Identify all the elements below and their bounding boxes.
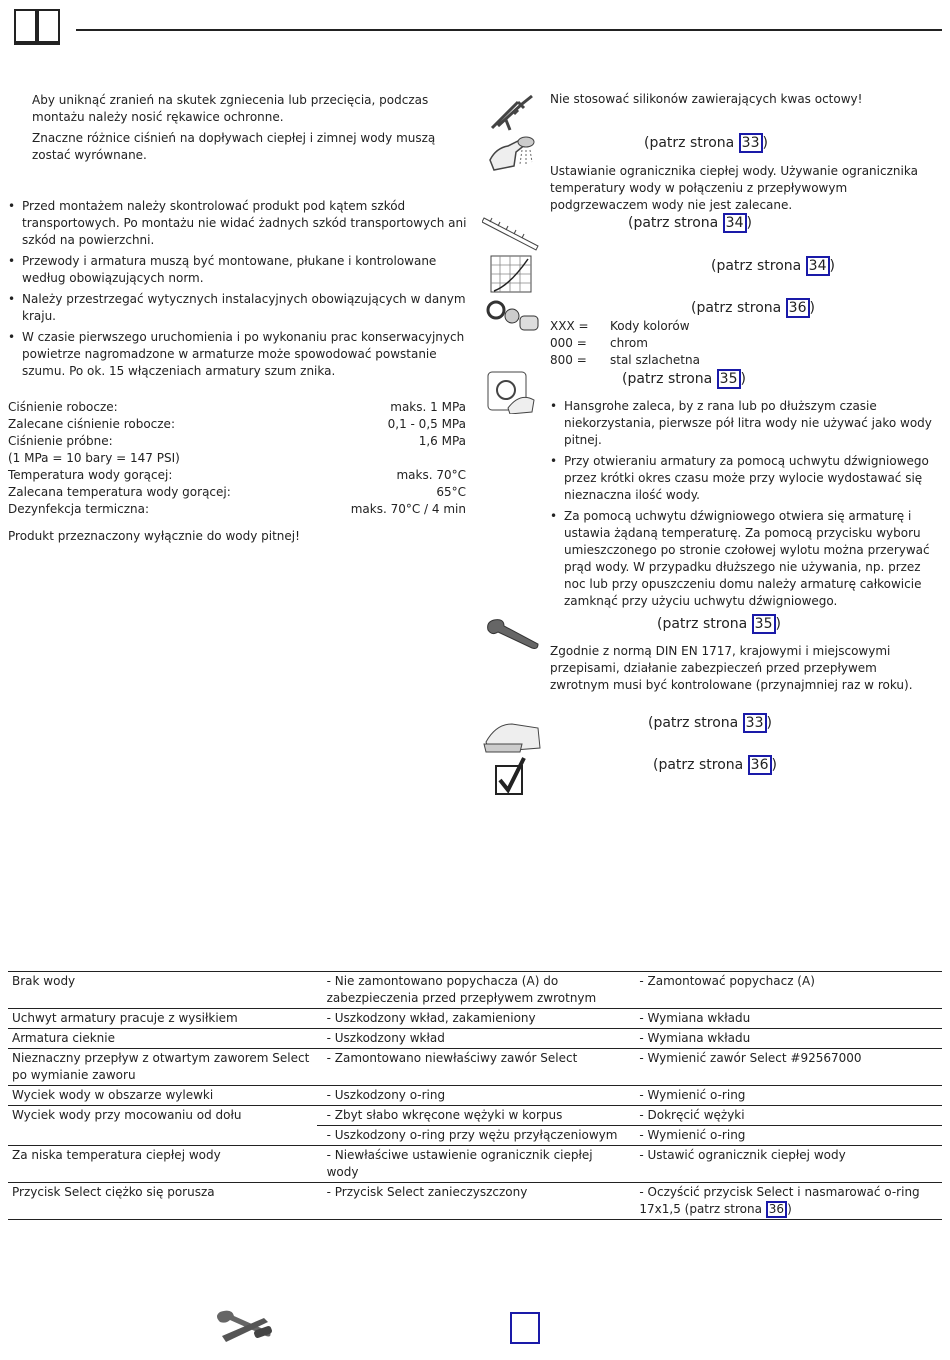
list-item: • Przed montażem należy skontrolować produkt pod kątem szkód transportowych. Po montażu nie widać żadnych szkód transportowych ani szkód na powierzchni. bbox=[8, 198, 468, 249]
page-ref-34-a: (patrz strona 34 ) bbox=[628, 215, 752, 231]
list-item: • W czasie pierwszego uruchomienia i po wykonaniu prac konserwacyjnych powietrze nagromadzone w armaturze może spowodować powstanie szumu. Po ok. 15 włączeniach armatury szum znika. bbox=[8, 329, 468, 380]
table-row: Brak wody - Nie zamontowano popychacza (A) do zabezpieczenia przed przepływem zwrotnym - Zamontować popychacz (A) bbox=[8, 972, 942, 1009]
tools-icon bbox=[214, 1306, 276, 1349]
page-ref-33-b: (patrz strona 33 ) bbox=[648, 715, 772, 731]
spec-row: Dezynfekcja termiczna: maks. 70°C / 4 min bbox=[8, 502, 466, 516]
hand-operation-icon bbox=[486, 370, 538, 417]
blank-square-box bbox=[510, 1312, 540, 1344]
spec-row: Zalecane ciśnienie robocze: 0,1 - 0,5 MPa bbox=[8, 417, 466, 431]
list-item: • Hansgrohe zaleca, by z rana lub po dłuższym czasie niekorzystania, pierwsze pół litra wody nie używać jako wody pitnej. bbox=[550, 398, 938, 449]
flow-diagram-icon bbox=[490, 255, 534, 298]
table-row: Nieznaczny przepływ z otwartym zaworem Select po wymianie zaworu - Zamontowano niewłaściwy zawór Select - Wymienić zawór Select #92567000 bbox=[8, 1049, 942, 1086]
troubleshooting-table bbox=[8, 971, 942, 1220]
silicone-gun-icon bbox=[488, 90, 538, 135]
list-item: • Za pomocą uchwytu dźwigniowego otwiera się armaturę i ustawia żądaną temperaturę. Za pomocą przycisku wyboru umieszczonego po stronie czołowej wylotu można przerywać prąd wody. W przypadku dłuższego nie używania, np. przez noc lub przy opuszczeniu domu należy armaturę całkowicie zamknąć przy użyciu uchwytu dźwigniowego. bbox=[550, 508, 938, 610]
maintenance-text: Zgodnie z normą DIN EN 1717, krajowymi i miejscowymi przepisami, działanie zabezpieczeń przed przepływem zwrotnym musi być kontrolowane (przynajmniej raz w roku). bbox=[550, 644, 913, 692]
table-row: Wyciek wody przy mocowaniu od dołu - Zbyt słabo wkręcone wężyki w korpus - Dokręcić wężyki bbox=[8, 1106, 942, 1126]
limiter-text: Ustawianie ogranicznika ciepłej wody. Używanie ogranicznika temperatury wody w połączeniu z przepływowym podgrzewaczem wody nie jest zalecane. bbox=[550, 164, 918, 212]
usage-list bbox=[550, 398, 938, 614]
table-row: Uchwyt armatury pracuje z wysiłkiem - Uszkodzony wkład, zakamieniony - Wymiana wkładu bbox=[8, 1009, 942, 1029]
list-item: • Przy otwieraniu armatury za pomocą uchwytu dźwigniowego przez krótki okres czasu może przy wylocie wydostawać się nieznaczna ilość wody. bbox=[550, 453, 938, 504]
hand-shower-icon bbox=[486, 130, 540, 179]
wrench-icon bbox=[484, 614, 542, 657]
spec-table bbox=[8, 399, 466, 518]
page-ref-33-a: (patrz strona 33 ) bbox=[644, 135, 768, 151]
table-row: Za niska temperatura ciepłej wody - Niewłaściwe ustawienie ogranicznik ciepłej wody - Ustawić ogranicznik ciepłej wody bbox=[8, 1146, 942, 1183]
header-rule bbox=[76, 29, 942, 31]
page-ref-36-b: (patrz strona 36 ) bbox=[653, 757, 777, 773]
cleaning-hand-icon bbox=[482, 714, 542, 757]
spare-parts-icon bbox=[486, 298, 542, 341]
page-link[interactable]: 35 bbox=[752, 614, 776, 634]
checkmark-icon bbox=[494, 756, 530, 801]
page-link[interactable]: 35 bbox=[717, 369, 741, 389]
spec-row: (1 MPa = 10 bary = 147 PSI) bbox=[8, 451, 180, 465]
list-item: • Należy przestrzegać wytycznych instalacyjnych obowiązujących w danym kraju. bbox=[8, 291, 468, 325]
ruler-icon bbox=[482, 212, 540, 255]
color-row: XXX = Kody kolorów bbox=[550, 319, 690, 333]
spec-row: Ciśnienie robocze: maks. 1 MPa bbox=[8, 400, 466, 414]
page-link[interactable]: 36 bbox=[748, 755, 772, 775]
safety-para-1: Aby uniknąć zranień na skutek zgniecenia lub przecięcia, podczas montażu należy nosić rękawice ochronne. bbox=[32, 93, 429, 124]
safety-para-2: Znaczne różnice ciśnień na dopływach ciepłej i zimnej wody muszą zostać wyrównane. bbox=[32, 131, 436, 162]
install-notes-list bbox=[8, 198, 468, 384]
list-item: • Przewody i armatura muszą być montowane, płukane i kontrolowane według obowiązujących norm. bbox=[8, 253, 468, 287]
page-link[interactable]: 36 bbox=[766, 1201, 787, 1218]
page-ref-34-b: (patrz strona 34 ) bbox=[711, 258, 835, 274]
page-link[interactable]: 34 bbox=[723, 213, 747, 233]
spec-row: Ciśnienie próbne: 1,6 MPa bbox=[8, 434, 466, 448]
table-row: Armatura cieknie - Uszkodzony wkład - Wymiana wkładu bbox=[8, 1029, 942, 1049]
page-link[interactable]: 34 bbox=[806, 256, 830, 276]
silicone-warning: Nie stosować silikonów zawierających kwas octowy! bbox=[550, 92, 863, 106]
page-link[interactable]: 33 bbox=[739, 133, 763, 153]
table-row: - Uszkodzony o-ring przy wężu przyłączeniowym - Wymienić o-ring bbox=[8, 1126, 942, 1146]
color-row: 000 = chrom bbox=[550, 336, 648, 350]
spec-row: Temperatura wody gorącej: maks. 70°C bbox=[8, 468, 466, 482]
page-link[interactable]: 36 bbox=[786, 298, 810, 318]
page-ref-35-b: (patrz strona 35 ) bbox=[657, 616, 781, 632]
table-row: Wyciek wody w obszarze wylewki - Uszkodzony o-ring - Wymienić o-ring bbox=[8, 1086, 942, 1106]
page-ref-35-a: (patrz strona 35 ) bbox=[622, 371, 746, 387]
page-link[interactable]: 33 bbox=[743, 713, 767, 733]
color-codes bbox=[550, 318, 700, 369]
table-row: Przycisk Select ciężko się porusza - Przycisk Select zanieczyszczony - Oczyścić przycisk Select i nasmarować o-ring 17x1,5 (patrz strona 36 ) bbox=[8, 1183, 942, 1220]
color-row: 800 = stal szlachetna bbox=[550, 353, 700, 367]
spec-row: Zalecana temperatura wody gorącej: 65°C bbox=[8, 485, 466, 499]
drinking-water-note: Produkt przeznaczony wyłącznie do wody pitnej! bbox=[8, 529, 300, 543]
page-ref-36-a: (patrz strona 36 ) bbox=[691, 300, 815, 316]
book-icon bbox=[12, 6, 62, 51]
